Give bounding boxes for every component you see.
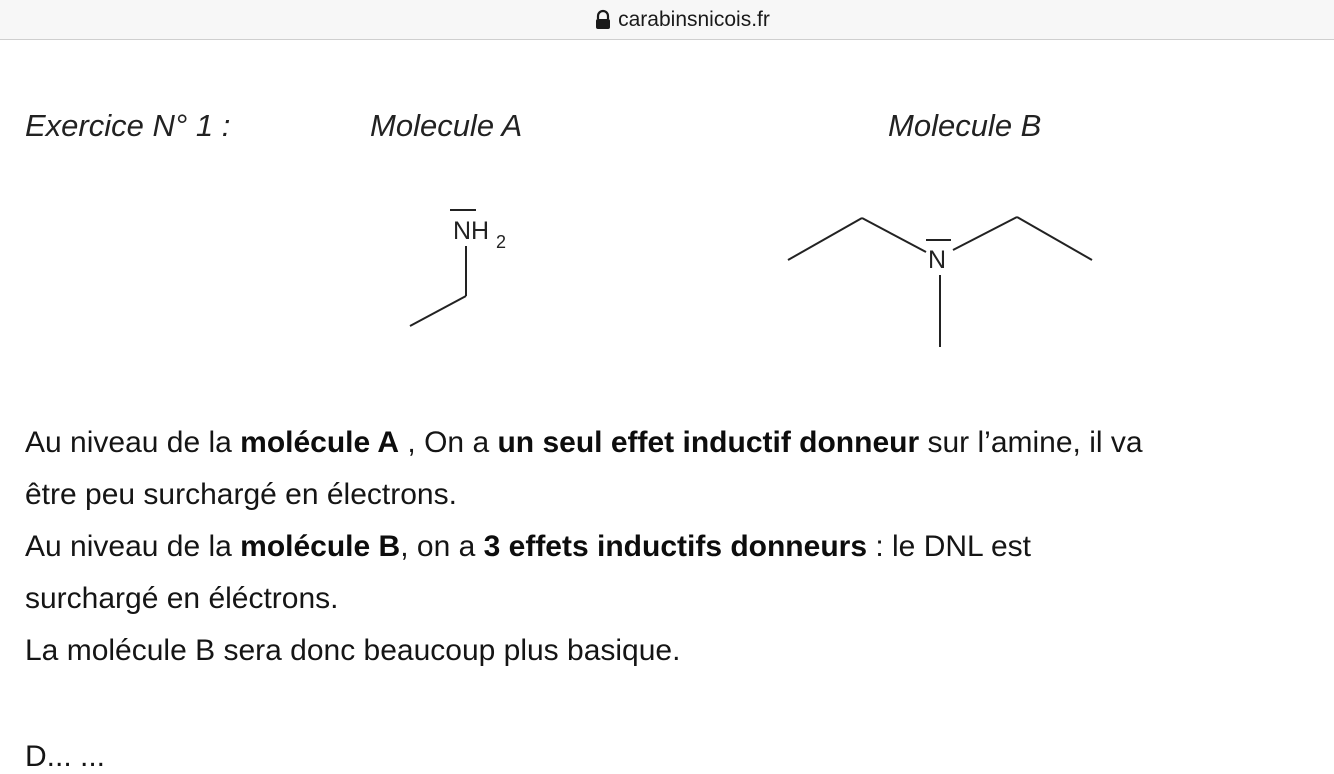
bond-c-c xyxy=(410,296,466,326)
url-text: carabinsnicois.fr xyxy=(618,7,770,31)
nh2-label: NH xyxy=(453,217,490,245)
paragraph-line-2: être peu surchargé en électrons. xyxy=(25,478,457,511)
molecule-b-structure xyxy=(780,205,1100,355)
paragraph-line-3: Au niveau de la molécule B, on a 3 effets inductifs donneurs : le DNL est xyxy=(25,530,1031,563)
paragraph-line-4: surchargé en éléctrons. xyxy=(25,582,339,615)
molecule-a-label: Molecule A xyxy=(370,108,523,143)
three-effects-bold: 3 effets inductifs donneurs xyxy=(483,530,868,563)
single-effect-bold: un seul effet inductif donneur xyxy=(497,426,920,459)
bond-right-ch3 xyxy=(1017,217,1092,260)
molecule-a-structure xyxy=(400,200,530,335)
bond-left-ch2 xyxy=(862,218,926,252)
bond-right-ch2 xyxy=(953,217,1017,250)
paragraph-line-1: Au niveau de la molécule A , On a un seul effet inductif donneur sur l’amine, il va xyxy=(25,426,1143,459)
n-label: N xyxy=(928,246,947,274)
cut-off-text: D... ... xyxy=(25,740,106,773)
paragraph-line-5: La molécule B sera donc beaucoup plus basique. xyxy=(25,634,681,667)
exercise-title: Exercice N° 1 : xyxy=(25,108,231,143)
molecule-a-bold: molécule A xyxy=(240,426,400,459)
explanation-paragraph xyxy=(25,417,1315,677)
nh2-subscript: 2 xyxy=(496,232,507,252)
address-bar[interactable] xyxy=(0,0,1334,40)
molecule-b-label: Molecule B xyxy=(888,108,1042,143)
molecule-b-bold: molécule B xyxy=(240,530,401,563)
page-content xyxy=(0,40,1334,773)
bond-left-ch3 xyxy=(788,218,862,260)
lock-icon xyxy=(594,10,612,30)
